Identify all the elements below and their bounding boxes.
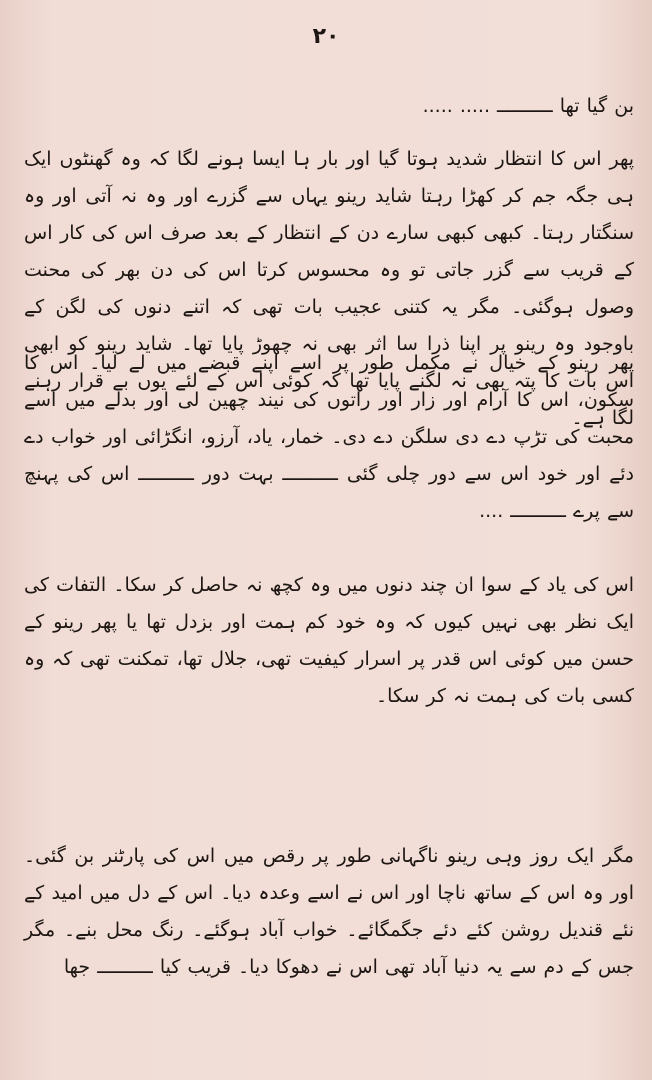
paragraph-2: پھر اس کا انتظار شدید ہوتا گیا اور بار ہا ایسا ہونے لگا کہ وہ گھنٹوں ایک ہی جگہ جم کر کھڑا رہتا شاید رینو یہاں سے گزرے اور وہ نہ آتی اور وہ سنگتار رہتا۔ کبھی کبھی سارے دن کے انتظار کے بعد صرف اس کی کار اس کے قریب سے گزر جاتی تو وہ محسوس کرتا اس کی دن بھر کی محنت وصول ہوگئی۔ مگر یہ کتنی عجیب بات تھی کہ اتنے دنوں کی لگن کے باوجود وہ رینو پر اپنا ذرا سا اثر بھی نہ چھوڑ پایا تھا۔ شاید رینو کو ابھی اس بات کا پتہ بھی نہ لگنے پایا تھا کہ کوئی اس کے لئے یوں بے قرار رہنے لگا ہے۔ bbox=[24, 148, 634, 429]
paragraph-3: پھر رینو کے خیال نے مکمل طور پر اسے اپنے قبضے میں لے لیا۔ اس کا سکون، اس کا آرام اور زار اور راتوں کی نیند چھین لی اور بدلے میں اسے محبت کی تڑپ دے دی سلگن دے دی۔ خمار، یاد، آرزو، انگڑائی اور خواب دے دئے اور خود اس سے دور چلی گئی ــــــــــ بہت دور ــــــــــ اس کی پہنچ سے پرے ــــــــــ .... bbox=[24, 352, 634, 522]
paragraph-4: اس کی یاد کے سوا ان چند دنوں میں وہ کچھ نہ حاصل کر سکا۔ التفات کی ایک نظر بھی نہیں کیوں کہ وہ خود کم ہمت اور بزدل تھا یا پھر رینو کے حسن میں کوئی اس قدر پر اسرار کیفیت تھی، جلال تھا، تمکنت تھی کہ وہ کسی بات کی ہمت نہ کر سکا۔ bbox=[24, 574, 634, 707]
paragraph-1: بن گیا تھا ــــــــــ ..... ..... bbox=[422, 95, 634, 117]
paragraph-5: مگر ایک روز وہی رینو ناگہانی طور پر رقص میں اس کی پارٹنر بن گئی۔ اور وہ اس کے ساتھ ناچا اور اس نے اسے وعدہ دیا۔ اس کے دل میں امید کے نئے قندیل روشن کئے دئے جگمگائے۔ خواب آباد ہوگئے۔ رنگ محل بنے۔ مگر جس کے دم سے یہ دنیا آباد تھی اس نے دھوکا دیا۔ قریب کیا ــــــــــ جھا bbox=[24, 845, 634, 978]
page-number: ۲۰ bbox=[312, 24, 340, 49]
